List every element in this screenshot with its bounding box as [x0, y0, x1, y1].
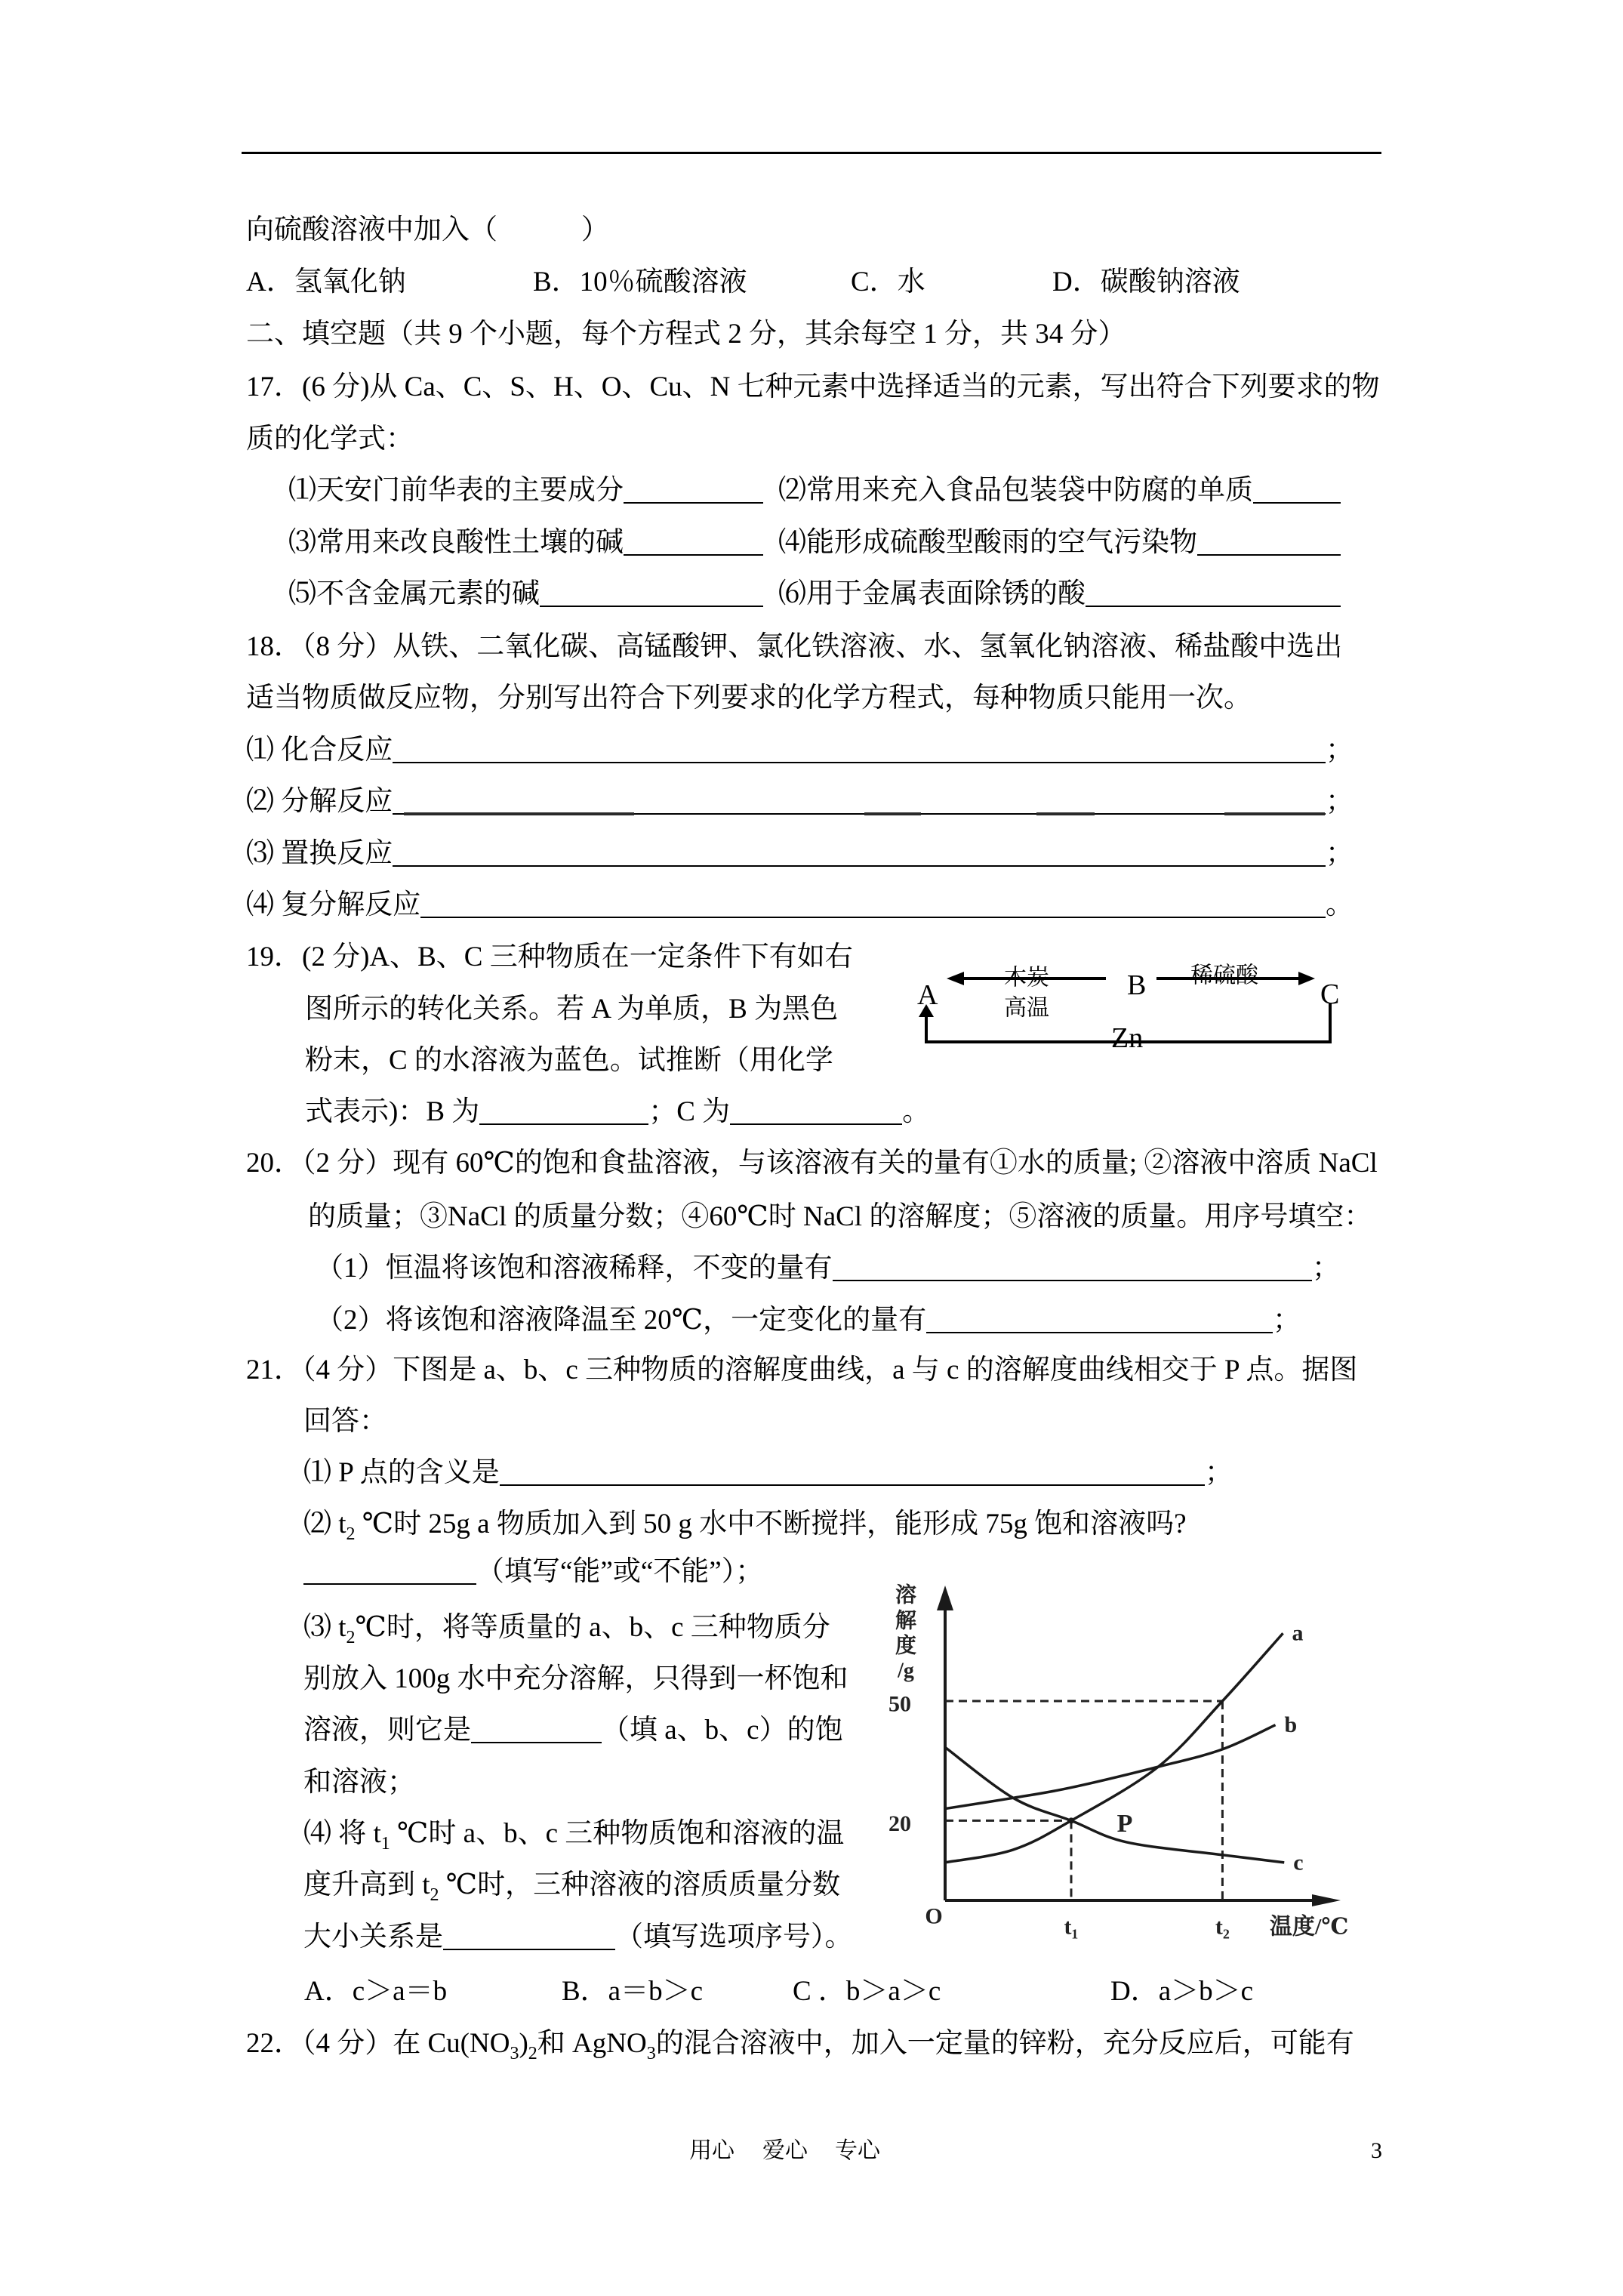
- label-dilute-sulfuric-acid: 稀硫酸: [1190, 963, 1258, 988]
- q17-item-6: [778, 579, 1341, 609]
- label-zinc: Zn: [1111, 1022, 1144, 1054]
- y-axis-label-char: 溶: [895, 1583, 917, 1607]
- underline-thick-segment: [1224, 812, 1325, 815]
- answer-blank: [393, 735, 1326, 763]
- q19-stem-line2: 图所示的转化关系。若 A 为单质，B 为黑色: [305, 994, 839, 1025]
- q20-item-2: [316, 1305, 1301, 1336]
- page-number: 3: [1371, 2138, 1382, 2163]
- answer-blank: [1253, 476, 1341, 504]
- answer-blank: [393, 839, 1326, 867]
- subscript: 3: [646, 2044, 656, 2063]
- q21-part-4-line3: [303, 1922, 853, 1952]
- x-tick-label: t₂: [1215, 1914, 1230, 1940]
- subscript: 3: [510, 2044, 519, 2063]
- q19-transformation-diagram: [906, 951, 1359, 1057]
- answer-blank: [443, 1922, 615, 1950]
- q22-mid1: ): [519, 2028, 528, 2059]
- q21-option-a: A．c＞a＝b: [304, 1976, 448, 2007]
- section-heading: 二、填空题（共 9 个小题，每个方程式 2 分，其余每空 1 分，共 34 分）: [246, 319, 1126, 350]
- origin-label: O: [925, 1903, 943, 1929]
- q17-item-5: [288, 579, 763, 609]
- q21-part4-l2-pre: 度升高到 t: [303, 1869, 430, 1900]
- q20-stem-line2: 的质量；③NaCl 的质量分数；④60℃时 NaCl 的溶解度；⑤溶液的质量。用序号填空：: [308, 1201, 1372, 1232]
- footer-motto-3: 专心: [835, 2138, 880, 2163]
- q17-item-label: ⑴天安门前华表的主要成分: [288, 475, 624, 506]
- q21-part-4-line1: [303, 1818, 845, 1854]
- q22-stem-line1: [246, 2028, 1354, 2063]
- q20-item-1: [316, 1253, 1340, 1284]
- q20-stem-line1: 20．（2 分）现有 60℃的饱和食盐溶液，与该溶液有关的量有①水的质量; ②溶液中溶质 NaCl: [246, 1148, 1378, 1179]
- q18-item-end: ；: [1326, 786, 1354, 817]
- q21-part4-l3-pre: 大小关系是: [303, 1922, 443, 1952]
- curve-c: [945, 1747, 1284, 1863]
- q19-separator: ；: [648, 1096, 677, 1127]
- q19-stem-line3: 粉末，C 的水溶液为蓝色。试推断（用化学: [305, 1045, 833, 1076]
- q20-item-end: ；: [1273, 1305, 1301, 1336]
- y-tick-label: 20: [888, 1811, 911, 1836]
- q21-part4-l3-post: （填写选项序号）。: [615, 1922, 853, 1952]
- q20-item-label: （2）将该饱和溶液降温至 20℃，一定变化的量有: [316, 1305, 927, 1336]
- q21-option-c: C ．b＞a＞c: [793, 1976, 941, 2007]
- curve-label-a: a: [1292, 1620, 1304, 1646]
- q19-b-label: 式表示)：B 为: [305, 1096, 480, 1127]
- curve-a: [945, 1633, 1283, 1863]
- q18-item-1: [246, 735, 1354, 766]
- q21-part-3-line2: 别放入 100g 水中充分溶解，只得到一杯饱和: [303, 1663, 848, 1694]
- underline-thick-segment: [864, 812, 921, 815]
- node-c: C: [1320, 978, 1340, 1010]
- point-label: P: [1116, 1809, 1133, 1838]
- q18-stem-line2: 适当物质做反应物，分别写出符合下列要求的化学方程式，每种物质只能用一次。: [246, 683, 1252, 713]
- q19-end: 。: [902, 1096, 931, 1127]
- q22-post: 的混合溶液中，加入一定量的锌粉，充分反应后，可能有: [655, 2028, 1354, 2059]
- q18-item-end: 。: [1326, 889, 1354, 920]
- q16-option-d: D．碳酸钠溶液: [1052, 267, 1240, 297]
- curve-b: [945, 1725, 1276, 1809]
- q17-item-2: [778, 476, 1341, 506]
- q21-part2-post: ℃时 25g a 物质加入到 50 g 水中不断搅拌，能形成 75g 饱和溶液吗?: [355, 1509, 1187, 1539]
- q21-part-3-line3: [303, 1715, 843, 1746]
- q17-stem-line2: 质的化学式：: [246, 424, 414, 455]
- subscript: 2: [528, 2044, 537, 2063]
- label-high-temperature: 高温: [1004, 995, 1049, 1021]
- header-rule: [242, 152, 1381, 154]
- q21-part-4-line2: [303, 1869, 841, 1905]
- q21-part3-post: ℃时，将等质量的 a、b、c 三种物质分: [355, 1612, 830, 1643]
- intersection-point: [1068, 1817, 1074, 1823]
- answer-blank: [420, 890, 1326, 918]
- q18-item-label: ⑷ 复分解反应: [246, 889, 421, 920]
- q21-part3-pre: ⑶ t: [303, 1612, 346, 1643]
- q21-part-2: [303, 1509, 1187, 1544]
- q19-stem-line1: 19．(2 分)A、B、C 三种物质在一定条件下有如右: [246, 942, 853, 972]
- q21-option-b: B．a＝b＞c: [562, 1976, 704, 2007]
- answer-blank: [471, 1715, 602, 1743]
- q21-part4-pre: ⑷ 将 t: [303, 1818, 381, 1849]
- q18-item-label: ⑴ 化合反应: [246, 735, 393, 766]
- answer-blank: [393, 787, 1326, 815]
- q16-option-c: C．水: [851, 267, 925, 297]
- subscript: 1: [380, 1834, 390, 1854]
- answer-blank: [1197, 528, 1341, 556]
- y-axis-label-char: /g: [898, 1659, 914, 1683]
- answer-blank: [479, 1097, 648, 1125]
- q21-part2-hint: （填写“能”或“不能”）；: [476, 1556, 764, 1587]
- q21-stem-line2: 回答：: [303, 1406, 387, 1437]
- answer-blank: [926, 1305, 1273, 1333]
- q21-part4-l2-post: ℃时，三种溶液的溶质质量分数: [439, 1869, 841, 1900]
- underline-thick-segment: [404, 812, 634, 815]
- q21-part-2-answer: [303, 1557, 763, 1587]
- q16-option-a: A．氢氧化钠: [246, 267, 406, 297]
- q18-item-4: [246, 890, 1354, 920]
- q18-item-3: [246, 839, 1354, 869]
- q20-item-end: ；: [1312, 1253, 1340, 1284]
- q21-part3-l3-pre: 溶液，则它是: [303, 1715, 471, 1746]
- q21-part-1: [303, 1458, 1233, 1488]
- curve-label-c: c: [1293, 1850, 1304, 1875]
- q22-pre: 22．（4 分）在 Cu(NO: [246, 2028, 510, 2059]
- node-a: A: [917, 979, 938, 1011]
- q18-item-end: ；: [1326, 838, 1354, 869]
- subscript: 2: [346, 1524, 356, 1544]
- x-axis-label: 温度/℃: [1270, 1914, 1349, 1940]
- curve-label-b: b: [1284, 1712, 1298, 1738]
- node-b: B: [1127, 969, 1147, 1001]
- q19-answer-line: [305, 1097, 930, 1127]
- answer-blank: [730, 1097, 902, 1125]
- q21-part3-l3-post: （填 a、b、c）的饱: [602, 1715, 843, 1746]
- q21-stem-line1: 21．（4 分）下图是 a、b、c 三种物质的溶解度曲线，a 与 c 的溶解度曲线相交于 P 点。据图: [246, 1354, 1358, 1385]
- label-charcoal: 木炭: [1004, 965, 1049, 991]
- y-tick-label: 50: [888, 1691, 911, 1717]
- subscript: 2: [346, 1628, 356, 1647]
- q21-part4-post: ℃时 a、b、c 三种物质饱和溶液的温: [390, 1818, 845, 1849]
- q16-stem: 向硫酸溶液中加入（ ）: [246, 214, 609, 245]
- arrowhead-left-icon: [947, 972, 964, 985]
- x-tick-label: t₁: [1064, 1914, 1079, 1940]
- q22-mid2: 和 AgNO: [537, 2028, 647, 2059]
- answer-blank: [624, 476, 763, 504]
- arrowhead-right-icon: [1298, 972, 1315, 985]
- q17-stem-line1: 17．(6 分)从 Ca、C、S、H、O、Cu、N 七种元素中选择适当的元素，写出符合下列要求的物: [246, 371, 1380, 402]
- answer-blank: [540, 579, 763, 607]
- answer-blank: [833, 1253, 1313, 1281]
- q21-part-3-line4: 和溶液；: [303, 1767, 415, 1798]
- q17-item-label: ⑸不含金属元素的碱: [288, 578, 540, 609]
- q18-stem-line1: 18．（8 分）从铁、二氧化碳、高锰酸钾、氯化铁溶液、水、氢氧化钠溶液、稀盐酸中选出: [246, 631, 1343, 662]
- q18-item-label: ⑶ 置换反应: [246, 838, 393, 869]
- q18-item-label: ⑵ 分解反应: [246, 786, 393, 817]
- q17-item-label: ⑷能形成硫酸型酸雨的空气污染物: [778, 527, 1197, 558]
- q21-option-d: D．a＞b＞c: [1110, 1976, 1254, 2007]
- x-axis-arrow-icon: [1312, 1894, 1341, 1906]
- q21-part2-pre: ⑵ t: [303, 1509, 346, 1539]
- answer-blank: [624, 528, 763, 556]
- answer-blank: [303, 1557, 476, 1585]
- q19-c-label: C 为: [676, 1096, 731, 1127]
- q21-part1-end: ；: [1205, 1457, 1233, 1488]
- answer-blank: [1086, 579, 1341, 607]
- q21-part-3-line1: [303, 1612, 830, 1647]
- y-axis-label-char: 解: [895, 1609, 917, 1633]
- q20-item-label: （1）恒温将该饱和溶液稀释，不变的量有: [316, 1253, 833, 1284]
- subscript: 2: [430, 1885, 439, 1905]
- solubility-curve-chart: [876, 1578, 1389, 1948]
- q17-item-3: [288, 528, 763, 558]
- underline-thick-segment: [1036, 812, 1095, 815]
- footer-motto-1: 用心: [689, 2138, 735, 2163]
- q21-part1-label: ⑴ P 点的含义是: [303, 1457, 500, 1488]
- q16-option-b: B．10％硫酸溶液: [533, 267, 747, 297]
- q17-item-label: ⑵常用来充入食品包装袋中防腐的单质: [778, 475, 1253, 506]
- q18-item-end: ；: [1326, 735, 1354, 766]
- q17-item-1: [288, 476, 763, 506]
- q17-item-label: ⑶常用来改良酸性土壤的碱: [288, 527, 624, 558]
- y-axis-arrow-icon: [937, 1586, 953, 1610]
- q17-item-label: ⑹用于金属表面除锈的酸: [778, 578, 1086, 609]
- answer-blank: [500, 1458, 1205, 1486]
- footer-motto-2: 爱心: [762, 2138, 808, 2163]
- q17-item-4: [778, 528, 1341, 558]
- y-axis-label-char: 度: [895, 1634, 917, 1658]
